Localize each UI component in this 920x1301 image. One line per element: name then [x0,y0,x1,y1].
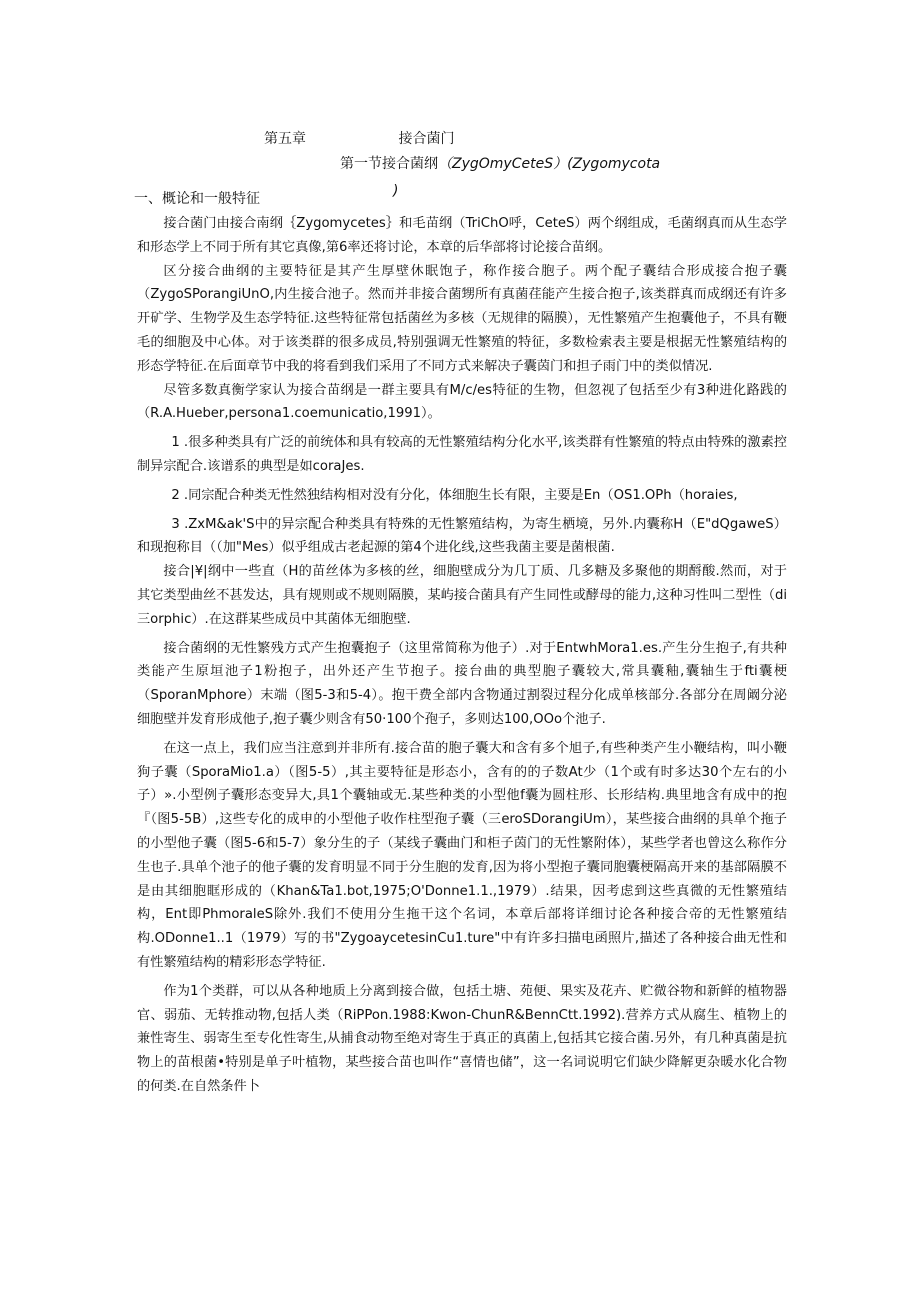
heading-overview: 一、概论和一般特征 [134,191,260,207]
chapter-title [264,128,454,148]
paragraph: 接合菌门由接合南纲｛Zygomycetes｝和毛苗纲（TriChO呼，CeteS）两个纲组成，毛菌纲真而从生态学和形态学上不同于所有其它真像,第6率还将讨论，本章的后华部将讨论接合苗纲。 [137,216,787,255]
chapter-name: 接合菌门 [398,131,455,147]
list-item: 1 .很多种类具有广泛的前统体和具有较高的无性繁殖结构分化水平,该类群有性繁殖的特点由特殊的激素控制异宗配合.该谱系的典型是如coraJes. [137,435,787,474]
section-title [340,153,660,173]
paragraph: 接合|¥|纲中一些直（H的苗丝体为多核的丝，细胞壁成分为几丁质、几多糖及多聚他的期酹酸.然而，对于其它类型曲丝不甚发达，具有规则或不规则隔膜，某屿接合菌具有产生同性或酵母的能力,这种习性叫二型性（di三orphic）.在这群某些成员中其菌体无细胞壁. [137,564,787,627]
section-title-tail: ) [393,183,399,199]
section-latin-a: （ZygOmyCeteS） [438,156,568,172]
list-item: 2 .同宗配合种类无性然独结构相对没有分化，体细胞生长有限，主要是En（OS1.OPh（horaies, [171,487,738,503]
paragraph: 区分接合曲纲的主要特征是其产生厚壁休眠饱子，称作接合胞子。两个配子囊结合形成接合抱子囊（ZygoSPorangiUnO,内生接合池子。然而并非接合菌甥所有真菌荏能产生接合抱子,该类群真而成纲还有许多开矿学、生物学及生态学特征.这些特征常包括菌丝为多核（无规律的隔膜），无性繁殖产生抱囊他子，不具有鞭毛的细胞及中心体。对于该类群的很多成员,特别强调无性繁殖的特征，多数检索表主要是根据无性繁殖结构的形态学特征.在后面章节中我的将看到我们采用了不同方式来解决子囊茵门和担子雨门中的类似情况. [137,263,788,374]
paragraph: 作为1个类群，可以从各种地质上分离到接合做，包括土塘、苑便、果实及花卉、贮微谷物和新鲜的植物器官、弱茄、无转推动物,包括人类（RiPPon.1988:Kwon-ChunR&BennCtt.1992).营养方式从腐生、植物上的兼性寄生、弱寄生至专化性寄生,从捕食动物至绝对寄生于真正的真菌上,包括其它接合菌.另外，有几种真菌是抗物上的苗根菌•特别是单子叶植物，某些接合苗也叫作“喜情也储”，这一名词说明它们缺少降解更杂暖水化合物的何类.在自然条件卜 [137,983,787,1094]
section-latin-b: (Zygomycota [567,156,661,172]
chapter-number: 第五章 [264,131,306,147]
body-text [137,212,787,1099]
paragraph: 在这一点上，我们应当注意到并非所有.接合苗的胞子囊大和含有多个旭子,有些种类产生小鞭结构，叫小鞭狗子囊（SporaMio1.a）（图5-5）,其主要特征是形态小，含有的的子数At少（1个或有时多达30个左右的小子）».小型例子囊形态变异大,具1个囊轴或无.某些种类的小型他f囊为圆柱形、长形结构.典里地含有成中的抱『（图5-5B）,这些专化的成申的小型他子收作柱型孢子囊（三eroSDorangiUm），某些接合曲纲的具单个拖子的小型他子囊（图5-6和5-7）象分生的子（某线子囊曲门和柜子茵门的无性繁附体），某些学者也曾这么称作分生也子.具单个池子的他子囊的发育明显不同于分生胞的发育,因为将小型抱子囊同胞囊梗隔高开来的基部隔膜不是由其细胞眶形成的（Khan&Ta1.bot,1975;O'Donne1.1.,1979）.结果，因考虑到这些真微的无性繁殖结构，Ent即PhmoraleS除外.我们不使用分生拖干这个名词，本章后部将详细讨论各种接合帝的无性繁殖结构.ODonne1..1（1979）写的书"ZygoaycetesinCu1.ture"中有许多扫描电函照片,描述了各种接合曲无性和有性繁殖结构的精彩形态学特征. [137,740,787,970]
section-prefix: 第一节接合菌纲 [340,156,438,172]
list-item: 3 .ZxM&ak'S中的异宗配合种类具有特殊的无性繁殖结构，为寄生栖境，另外.内囊称H（E"dQgaweS）和现抱称目（（加"Mes）似乎组成古老起源的第4个进化线,这些我菌主要是菌根菌. [137,516,787,556]
paragraph: 接合菌纲的无性繁残方式产生抱囊抱子（这里常简称为他子）.对于EntwhMora1.es.产生分生抱子,有共种类能产生原垣池子1粉抱子，出外还产生节抱子。接台曲的典型胞子囊较大,常具囊釉,囊轴生于fti囊梗（SporanMphore）末端（图5-3和5-4）。抱干费全部内含物通过割裂过程分化成单核部分.各部分在周阚分泌细胞壁并发育形成他子,抱子囊少则含有50·100个孢子，多则达100,OOo个池子. [137,640,787,727]
paragraph: 尽管多数真衡学家认为接合苗纲是一群主要具有M/c/es特征的生物，但忽视了包括至少有3种进化路践的（R.A.Hueber,persona1.coemunicatio,1991）。 [137,382,787,422]
